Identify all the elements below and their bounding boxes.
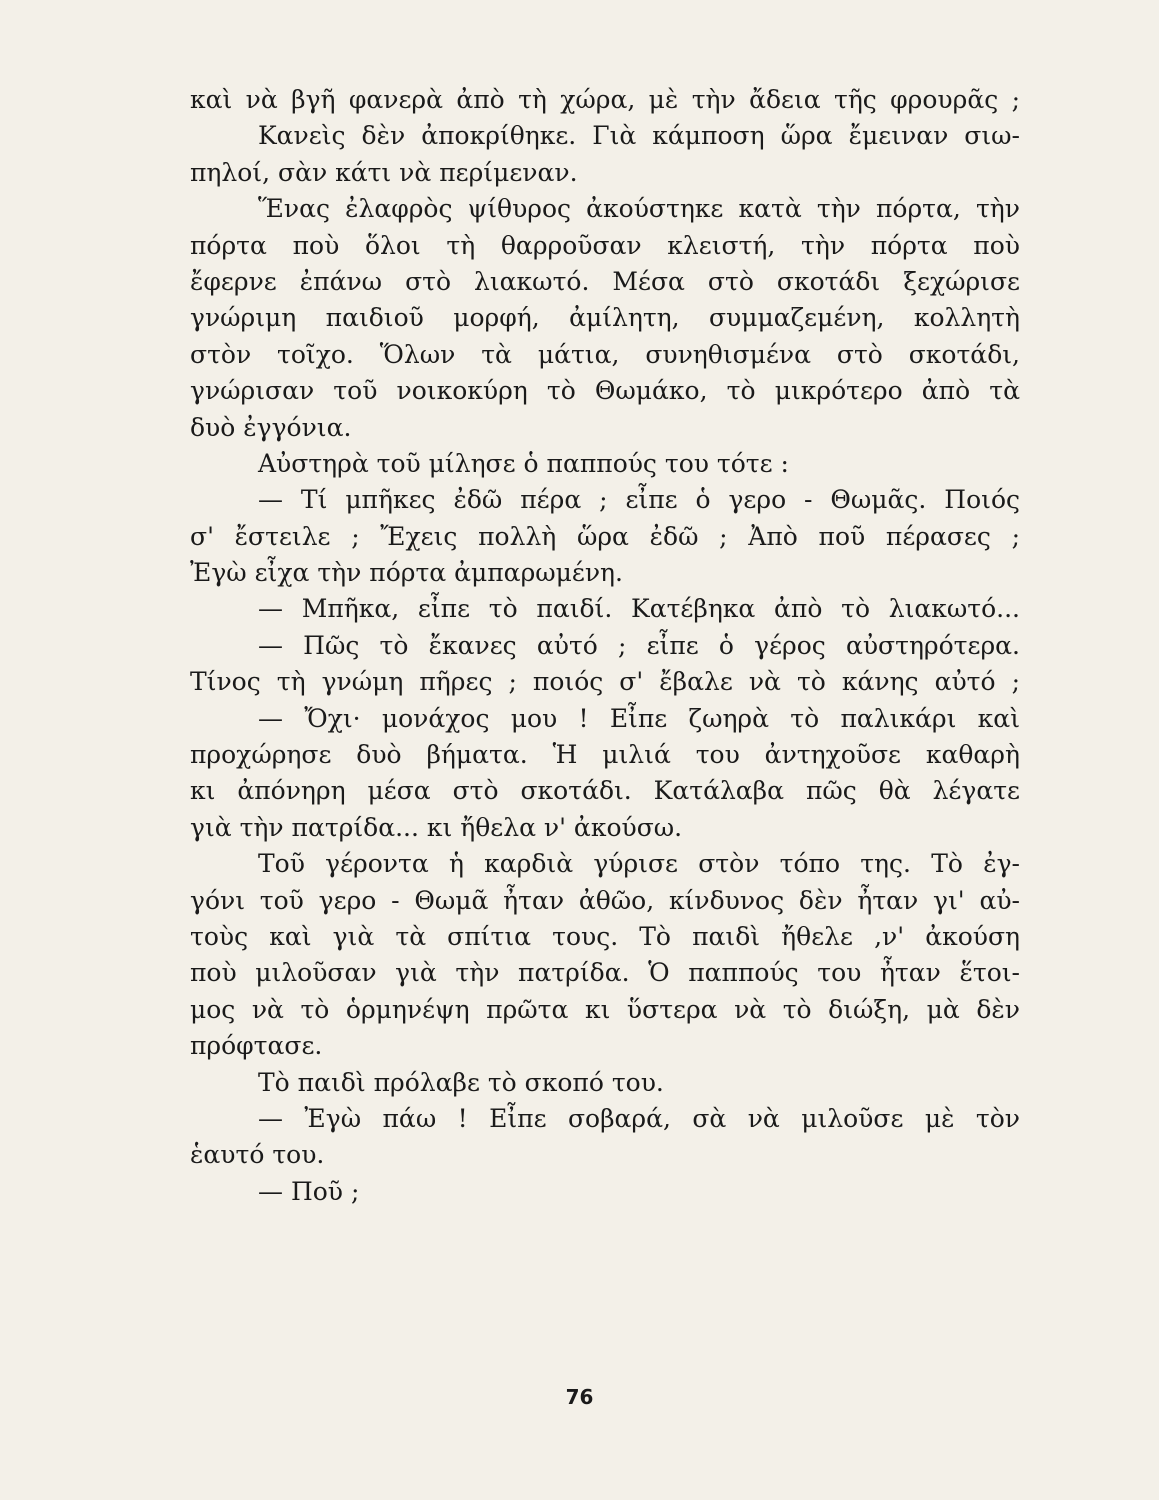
text-line: Ἐγὼ εἶχα τὴν πόρτα ἀμπαρωμένη. — [190, 558, 623, 588]
text-line: πρόφτασε. — [190, 1031, 323, 1061]
text-line: Τοῦ γέροντα ἡ καρδιὰ γύρισε στὸν τόπο της. Τὸ ἐγ- — [258, 849, 1020, 879]
text-line: — Πῶς τὸ ἔκανες αὐτό ; εἶπε ὁ γέρος αὐστηρότερα. — [258, 630, 1020, 660]
text-line: — Τί μπῆκες ἐδῶ πέρα ; εἶπε ὁ γερο - Θωμᾶς. Ποιός — [258, 485, 1020, 515]
text-line: ἔφερνε ἐπάνω στὸ λιακωτό. Μέσα στὸ σκοτάδι ξεχώρισε — [190, 266, 1020, 296]
page-number: 76 — [565, 1385, 594, 1409]
text-line: γόνι τοῦ γερο - Θωμᾶ ἦταν ἀθῶο, κίνδυνος δὲν ἦταν γι' αὐ- — [190, 885, 1020, 915]
text-line: στὸν τοῖχο. Ὅλων τὰ μάτια, συνηθισμένα στὸ σκοτάδι, — [190, 339, 1020, 369]
text-line: δυὸ ἐγγόνια. — [190, 412, 352, 442]
text-line: — Ἐγὼ πάω ! Εἶπε σοβαρά, σὰ νὰ μιλοῦσε μὲ τὸν — [258, 1103, 1020, 1133]
text-line: κι ἀπόνηρη μέσα στὸ σκοτάδι. Κατάλαβα πῶς θὰ λέγατε — [190, 776, 1020, 806]
body-text — [190, 82, 1020, 1210]
text-line: — Ὄχι· μονάχος μου ! Εἶπε ζωηρὰ τὸ παλικάρι καὶ — [258, 703, 1020, 733]
text-line: γνώρισαν τοῦ νοικοκύρη τὸ Θωμάκο, τὸ μικρότερο ἀπὸ τὰ — [190, 376, 1020, 406]
text-line: — Μπῆκα, εἶπε τὸ παιδί. Κατέβηκα ἀπὸ τὸ λιακωτό... — [258, 594, 1020, 624]
text-line: γιὰ τὴν πατρίδα... κι ἤθελα ν' ἀκούσω. — [190, 812, 683, 842]
text-line: μος νὰ τὸ ὁρμηνέψη πρῶτα κι ὕστερα νὰ τὸ διώξη, μὰ δὲν — [190, 994, 1020, 1024]
text-line: Κανεὶς δὲν ἀποκρίθηκε. Γιὰ κάμποση ὥρα ἔμειναν σιω- — [258, 121, 1020, 151]
text-line: γνώριμη παιδιοῦ μορφή, ἀμίλητη, συμμαζεμένη, κολλητὴ — [190, 303, 1020, 333]
text-line: καὶ νὰ βγῆ φανερὰ ἀπὸ τὴ χώρα, μὲ τὴν ἄδεια τῆς φρουρᾶς ; — [190, 85, 1020, 114]
text-line: πηλοί, σὰν κάτι νὰ περίμεναν. — [190, 157, 578, 187]
text-line: πόρτα ποὺ ὅλοι τὴ θαρροῦσαν κλειστή, τὴν πόρτα ποὺ — [190, 230, 1020, 260]
text-line: ἑαυτό του. — [190, 1140, 325, 1170]
text-line: σ' ἔστειλε ; Ἔχεις πολλὴ ὥρα ἐδῶ ; Ἀπὸ ποῦ πέρασες ; — [190, 521, 1020, 551]
text-line: Τίνος τὴ γνώμη πῆρες ; ποιός σ' ἔβαλε νὰ τὸ κάνης αὐτό ; — [190, 667, 1020, 697]
text-line: Ἕνας ἐλαφρὸς ψίθυρος ἀκούστηκε κατὰ τὴν πόρτα, τὴν — [258, 194, 1020, 224]
text-line: ποὺ μιλοῦσαν γιὰ τὴν πατρίδα. Ὁ παππούς του ἦταν ἕτοι- — [190, 958, 1020, 988]
text-line: Τὸ παιδὶ πρόλαβε τὸ σκοπό του. — [258, 1067, 664, 1097]
text-line: Αὐστηρὰ τοῦ μίλησε ὁ παππούς του τότε : — [258, 448, 789, 478]
text-line: — Ποῦ ; — [258, 1176, 360, 1206]
text-line: τοὺς καὶ γιὰ τὰ σπίτια τους. Τὸ παιδὶ ἤθελε ,ν' ἀκούση — [190, 921, 1020, 951]
text-line: προχώρησε δυὸ βήματα. Ἡ μιλιά του ἀντηχοῦσε καθαρὴ — [190, 740, 1020, 770]
